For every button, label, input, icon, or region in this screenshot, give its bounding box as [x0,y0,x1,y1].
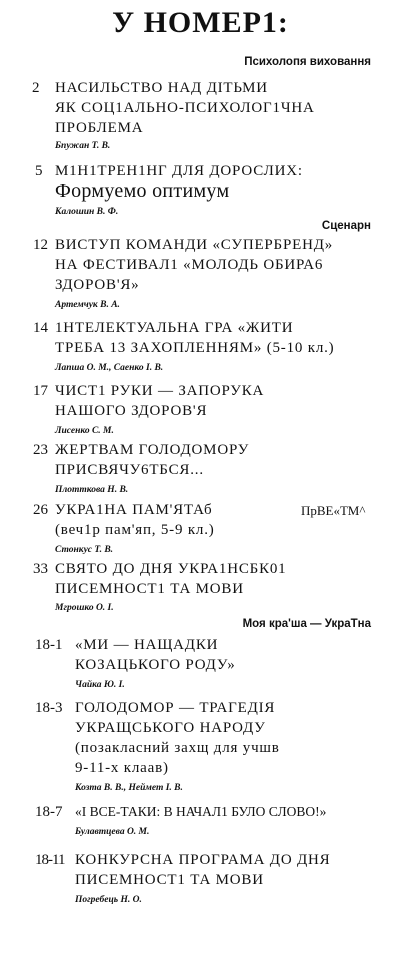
entry-author: Плотткова Н. В. [55,485,129,495]
entry-title-line: ВИСТУП КОМАНДИ «СУПЕРБРЕНД» [55,237,334,253]
entry-author: Лисенко С. М. [55,426,114,436]
entry-title-line: ЯК СОЦ1АЛЬНО-ПСИХОЛОГ1ЧНА [55,100,315,116]
entry-title-line: 1НТЕЛЕКТУАЛЬНА ГРА «ЖИТИ [55,320,294,336]
entry-author: Артемчук В. А. [55,300,120,310]
page-number: 18-1 [35,637,63,653]
entry-author: Бпужан Т. В. [55,141,111,151]
page-number: 26 [33,502,48,518]
entry-title-line: СВЯТО ДО ДНЯ УКРА1НСБК01 [55,561,287,577]
page-number: 23 [33,442,48,458]
entry-title-line: ЗДОРОВ'Я» [55,277,140,293]
entry-title-line: Формуемо оптимум [55,180,230,202]
page-number: 2 [32,80,40,96]
page-number: 18-11 [35,852,65,868]
entry-title-line: УКРА1НА ПАМ'ЯТАб [55,502,213,518]
page-number: 18-7 [35,804,63,820]
page-number: 18-3 [35,700,63,716]
entry-title-line: НАШОГО ЗДОРОВ'Я [55,403,208,419]
entry-title-line: ПИСЕМНОСТ1 ТА МОВИ [55,581,244,597]
entry-author: Стонкус Т. В. [55,545,114,555]
entry-author: Булавтцева О. М. [75,827,150,837]
page-number: 33 [33,561,48,577]
page-number: 17 [33,383,48,399]
entry-title-line: КОНКУРСНА ПРОГРАМА ДО ДНЯ [75,852,331,868]
entry-title-line: ЖЕРТВАМ ГОЛОДОМОРУ [55,442,250,458]
page-number: 12 [33,237,48,253]
entry-author: Козта В. В., Неймет І. В. [75,783,183,793]
entry-author: Погребець Н. О. [75,895,142,905]
entry-title-line: (веч1р пам'яп, 5-9 кл.) [55,522,215,538]
entry-title-line: «І ВСЕ-ТАКИ: В НАЧАЛ1 БУЛО СЛОВО!» [75,804,327,819]
entry-title-line: ПИСЕМНОСТ1 ТА МОВИ [75,872,264,888]
entry-title-line: ПРИСВЯЧУ6ТБСЯ... [55,462,204,478]
entry-title-line: НА ФЕСТИВАЛ1 «МОЛОДЬ ОБИРА6 [55,257,324,273]
entry-author: Чайка Ю. І. [75,680,125,690]
entry-author: Мгрошко О. І. [55,603,114,613]
page-number: 5 [35,163,43,179]
section-heading: Психолопя виховання [244,56,371,68]
entry-author: Лапша О. М., Саенко І. В. [55,363,164,373]
entry-title-line: НАСИЛЬСТВО НАД ДІТЬМИ [55,80,268,96]
section-heading: Моя кра'ша — УкраТна [242,618,371,630]
entry-author: Калошин В. Ф. [55,207,119,217]
contents-title: У НОМЕР1: [112,6,289,39]
entry-title-line: 9-11-х клаав) [75,760,169,776]
entry-title-line: КОЗАЦЬКОГО РОДУ» [75,657,236,673]
entry-title-line: ЧИСТ1 РУКИ — ЗАПОРУКА [55,383,265,399]
entry-title-line: (позакласний захщ для учшв [75,740,280,756]
entry-title-line: УКРАЩСЬКОГО НАРОДУ [75,720,266,736]
entry-title-line: ПРОБЛЕМА [55,120,144,136]
entry-title-line: ТРЕБА 13 ЗАХОПЛЕННЯМ» (5-10 кл.) [55,340,335,356]
entry-title-line: ГОЛОДОМОР — ТРАГЕДІЯ [75,700,276,716]
side-note: ПрВЕ«ТМ^ [301,503,366,518]
entry-title-line: М1Н1ТРЕН1НГ ДЛЯ ДОРОСЛИХ: [55,163,303,179]
section-heading: Сценарн [321,220,371,232]
page-number: 14 [33,320,48,336]
entry-title-line: «МИ — НАЩАДКИ [75,637,219,653]
